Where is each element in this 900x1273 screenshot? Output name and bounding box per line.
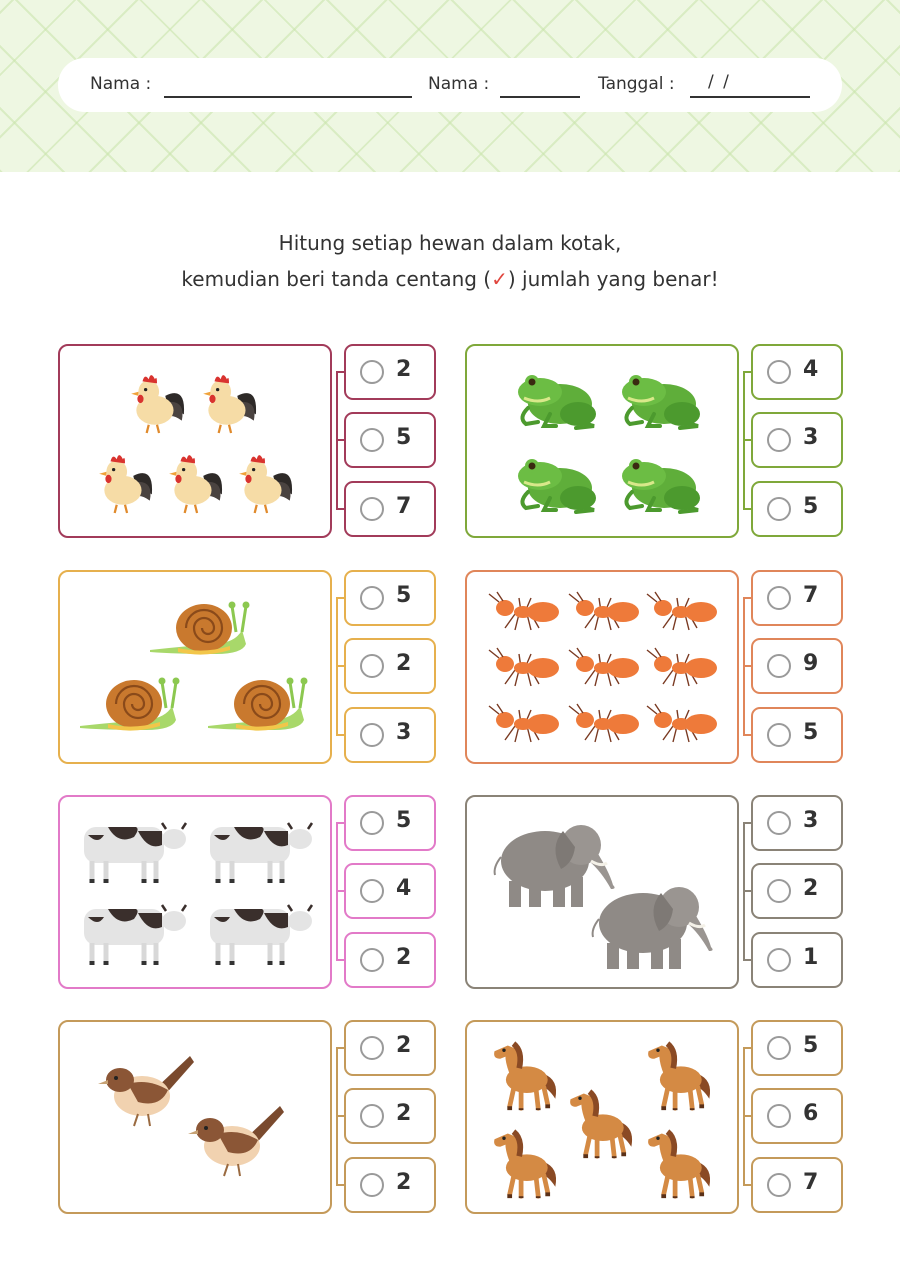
answer-option[interactable]	[344, 707, 436, 763]
answer-number: 3	[396, 720, 412, 745]
answer-radio[interactable]	[767, 360, 791, 384]
answer-number: 6	[803, 1101, 819, 1126]
answer-option[interactable]	[751, 1088, 843, 1144]
answer-radio[interactable]	[360, 428, 384, 452]
horse-icon	[485, 1124, 561, 1200]
ant-icon	[565, 646, 645, 690]
answer-radio[interactable]	[767, 1036, 791, 1060]
answer-option[interactable]	[751, 1020, 843, 1076]
header-info-bar	[58, 58, 842, 112]
answer-number: 7	[803, 583, 819, 608]
cow-icon	[78, 815, 188, 885]
answer-radio[interactable]	[767, 654, 791, 678]
ant-icon	[643, 590, 723, 634]
frog-icon	[509, 446, 601, 516]
horse-icon	[485, 1036, 561, 1112]
answer-radio[interactable]	[767, 497, 791, 521]
answer-option[interactable]	[344, 795, 436, 851]
answer-radio[interactable]	[360, 948, 384, 972]
animal-card-snail	[58, 570, 332, 764]
answer-radio[interactable]	[767, 428, 791, 452]
answer-radio[interactable]	[360, 811, 384, 835]
instruction-line-2: kemudian beri tanda centang (✓) jumlah yang benar!	[181, 267, 719, 291]
ant-icon	[643, 702, 723, 746]
answer-radio[interactable]	[767, 586, 791, 610]
answer-number: 4	[803, 357, 819, 382]
answer-number: 7	[396, 494, 412, 519]
instructions	[0, 225, 900, 297]
frog-icon	[613, 446, 705, 516]
animal-card-bird	[58, 1020, 332, 1214]
date-label: Tanggal :	[598, 74, 675, 94]
answer-number: 5	[396, 583, 412, 608]
answer-radio[interactable]	[360, 723, 384, 747]
ant-icon	[485, 590, 565, 634]
answer-radio[interactable]	[767, 723, 791, 747]
class-name-field[interactable]	[500, 96, 580, 98]
answer-radio[interactable]	[360, 360, 384, 384]
answer-number: 3	[803, 808, 819, 833]
answer-option[interactable]	[344, 412, 436, 468]
answer-number: 7	[803, 1170, 819, 1195]
answer-radio[interactable]	[360, 1173, 384, 1197]
answer-option[interactable]	[751, 795, 843, 851]
chicken-icon	[126, 364, 188, 438]
answer-radio[interactable]	[767, 879, 791, 903]
name-label: Nama :	[90, 74, 152, 94]
horse-icon	[639, 1124, 715, 1200]
elephant-icon	[583, 873, 723, 973]
answer-option[interactable]	[751, 638, 843, 694]
ant-icon	[565, 702, 645, 746]
horse-icon	[561, 1084, 637, 1160]
snail-icon	[146, 596, 256, 656]
chicken-icon	[164, 444, 226, 518]
answer-number: 5	[803, 494, 819, 519]
answer-option[interactable]	[751, 570, 843, 626]
ant-icon	[565, 590, 645, 634]
chicken-icon	[198, 364, 260, 438]
snail-icon	[204, 672, 314, 732]
horse-icon	[639, 1036, 715, 1112]
answer-number: 5	[803, 1033, 819, 1058]
answer-option[interactable]	[344, 863, 436, 919]
answer-option[interactable]	[751, 1157, 843, 1213]
answer-radio[interactable]	[360, 654, 384, 678]
answer-option[interactable]	[751, 344, 843, 400]
answer-number: 2	[396, 1101, 412, 1126]
animal-card-ant	[465, 570, 739, 764]
ant-icon	[643, 646, 723, 690]
name-field[interactable]	[164, 96, 412, 98]
answer-radio[interactable]	[360, 497, 384, 521]
answer-radio[interactable]	[767, 1173, 791, 1197]
answer-option[interactable]	[344, 481, 436, 537]
answer-option[interactable]	[344, 1088, 436, 1144]
cow-icon	[78, 897, 188, 967]
answer-radio[interactable]	[767, 811, 791, 835]
frog-icon	[509, 362, 601, 432]
animal-card-frog	[465, 344, 739, 538]
answer-option[interactable]	[344, 570, 436, 626]
answer-option[interactable]	[344, 932, 436, 988]
date-field[interactable]	[690, 96, 810, 98]
animal-card-chicken	[58, 344, 332, 538]
answer-number: 5	[396, 425, 412, 450]
animal-card-cow	[58, 795, 332, 989]
answer-option[interactable]	[751, 932, 843, 988]
answer-number: 2	[396, 1170, 412, 1195]
answer-number: 2	[396, 945, 412, 970]
bird-icon	[188, 1100, 288, 1180]
answer-number: 2	[803, 876, 819, 901]
bird-icon	[98, 1050, 198, 1130]
answer-radio[interactable]	[360, 1104, 384, 1128]
answer-number: 5	[803, 720, 819, 745]
answer-number: 3	[803, 425, 819, 450]
answer-option[interactable]	[751, 707, 843, 763]
answer-number: 5	[396, 808, 412, 833]
date-slashes: / /	[708, 72, 731, 92]
cow-icon	[204, 897, 314, 967]
cow-icon	[204, 815, 314, 885]
answer-option[interactable]	[751, 481, 843, 537]
answer-number: 9	[803, 651, 819, 676]
class-name-label: Nama :	[428, 74, 490, 94]
answer-number: 2	[396, 1033, 412, 1058]
answer-radio[interactable]	[767, 1104, 791, 1128]
ant-icon	[485, 702, 565, 746]
animal-card-horse	[465, 1020, 739, 1214]
check-mark-icon: ✓	[491, 267, 508, 291]
answer-number: 4	[396, 876, 412, 901]
answer-option[interactable]	[751, 863, 843, 919]
answer-option[interactable]	[344, 1157, 436, 1213]
answer-option[interactable]	[344, 344, 436, 400]
ant-icon	[485, 646, 565, 690]
instruction-line-1: Hitung setiap hewan dalam kotak,	[278, 231, 622, 255]
answer-number: 2	[396, 357, 412, 382]
answer-option[interactable]	[344, 1020, 436, 1076]
answer-radio[interactable]	[360, 879, 384, 903]
animal-card-elephant	[465, 795, 739, 989]
chicken-icon	[234, 444, 296, 518]
answer-number: 2	[396, 651, 412, 676]
answer-option[interactable]	[344, 638, 436, 694]
answer-radio[interactable]	[360, 586, 384, 610]
chicken-icon	[94, 444, 156, 518]
answer-radio[interactable]	[767, 948, 791, 972]
frog-icon	[613, 362, 705, 432]
answer-radio[interactable]	[360, 1036, 384, 1060]
snail-icon	[76, 672, 186, 732]
answer-number: 1	[803, 945, 819, 970]
answer-option[interactable]	[751, 412, 843, 468]
